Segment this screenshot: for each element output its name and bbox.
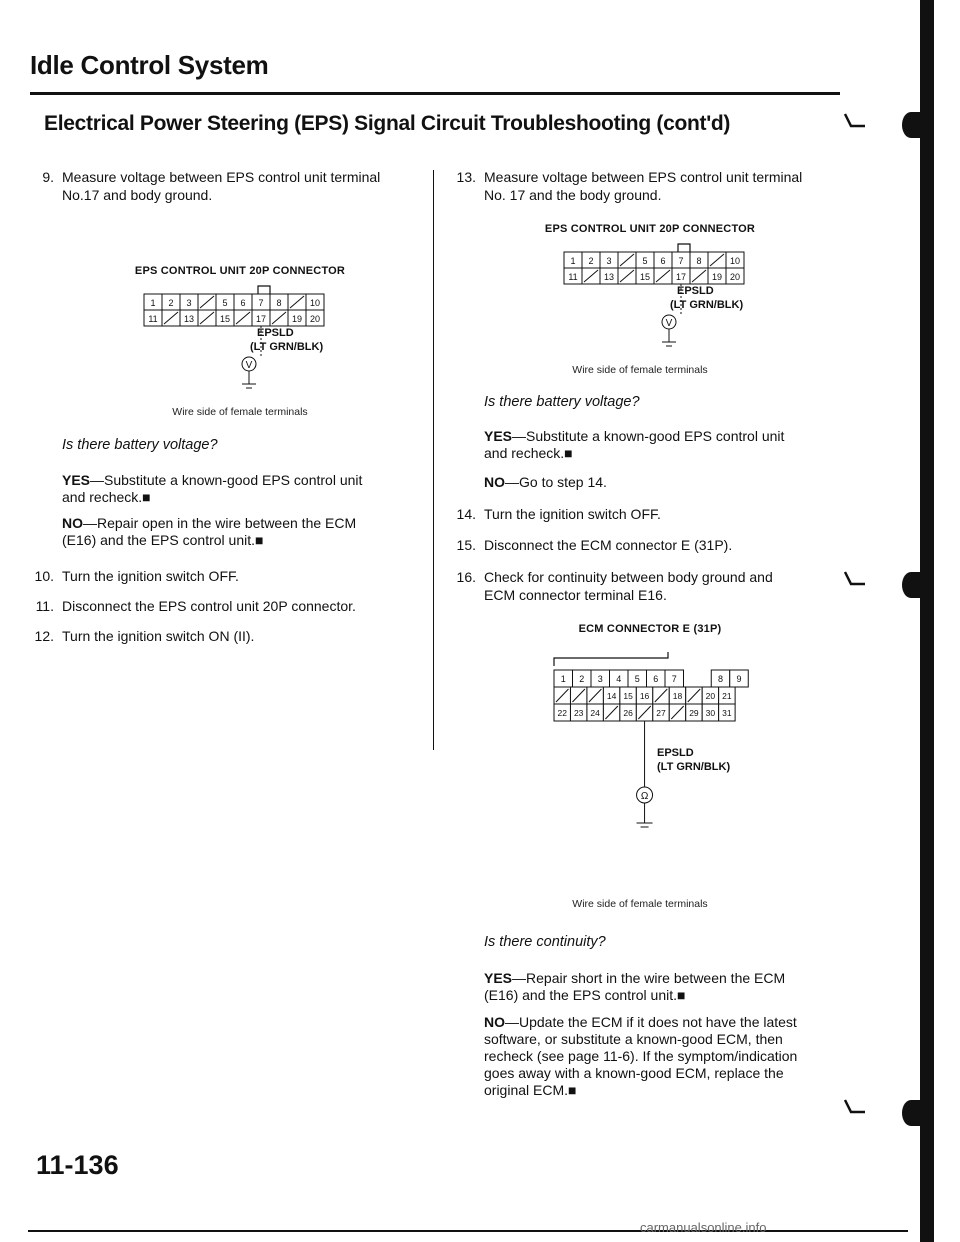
question: Is there continuity? <box>484 934 606 950</box>
terminal-label: 27 <box>656 708 666 718</box>
terminal-label: 31 <box>722 708 732 718</box>
terminal-label: 5 <box>634 674 640 684</box>
terminal-label: 5 <box>222 298 228 308</box>
terminal-label: 30 <box>705 708 716 718</box>
terminal-label: 23 <box>573 708 584 718</box>
corner-tick-icon <box>843 570 867 590</box>
watermark: carmanualsonline.info <box>640 1220 767 1235</box>
section-title: Idle Control System <box>30 50 269 80</box>
yes-answer: YES—Repair short in the wire between the ECM (E16) and the EPS control unit.■ <box>484 970 786 1003</box>
question: Is there battery voltage? <box>484 394 640 410</box>
connector-key <box>258 286 270 294</box>
terminal-label: 13 <box>603 272 615 282</box>
terminal-label: 11 <box>148 314 158 324</box>
bottom-rule <box>28 1230 908 1232</box>
terminal-label: 21 <box>722 691 732 701</box>
voltmeter-symbol: V <box>665 318 673 329</box>
voltmeter-symbol: V <box>245 360 253 371</box>
wire-label: EPSLD <box>677 285 714 297</box>
yes-answer: YES—Substitute a known-good EPS control unit and recheck.■ <box>62 472 363 505</box>
terminal-label: 3 <box>597 674 603 684</box>
terminal-label: 13 <box>183 314 195 324</box>
wire-color-label: (LT GRN/BLK) <box>670 299 744 311</box>
wire-color-label: (LT GRN/BLK) <box>657 761 731 773</box>
terminal-label: 8 <box>276 298 282 308</box>
tab-marker <box>902 572 920 598</box>
terminal-label: 22 <box>557 708 567 718</box>
column-divider <box>433 170 434 750</box>
wire-color-label: (LT GRN/BLK) <box>250 341 324 353</box>
terminal-label: 8 <box>717 674 724 684</box>
binding-bar <box>920 0 934 1242</box>
wire-label: EPSLD <box>257 327 294 339</box>
connector-caption: Wire side of female terminals <box>572 364 708 376</box>
terminal-label: 20 <box>729 272 741 282</box>
terminal-label: 20 <box>309 314 321 324</box>
terminal-label: 24 <box>590 708 600 718</box>
terminal-label: 7 <box>671 674 677 684</box>
connector-key <box>678 244 690 252</box>
terminal-label: 10 <box>729 256 741 266</box>
question: Is there battery voltage? <box>62 437 218 453</box>
terminal-label: 15 <box>623 691 633 701</box>
terminal-label: 29 <box>689 708 699 718</box>
corner-tick-icon <box>843 1098 867 1118</box>
connector-key <box>554 652 668 666</box>
ecm-connector-caption: Wire side of female terminals <box>572 898 708 910</box>
terminal-label: 17 <box>255 314 267 324</box>
title-rule <box>30 92 840 95</box>
terminal-label: 15 <box>219 314 231 324</box>
connector-caption: Wire side of female terminals <box>172 406 308 418</box>
binding-margin <box>934 0 960 1242</box>
ecm-connector-title: ECM CONNECTOR E (31P) <box>578 623 722 635</box>
terminal-label: 6 <box>653 674 659 684</box>
terminal-label: 19 <box>291 314 303 324</box>
terminal-label: 15 <box>639 272 651 282</box>
terminal-label: 2 <box>168 298 174 308</box>
terminal-label: 4 <box>616 674 622 684</box>
corner-tick-icon <box>843 112 867 132</box>
terminal-label: 16 <box>639 691 650 701</box>
terminal-label: 1 <box>560 674 566 684</box>
terminal-label: 6 <box>240 298 246 308</box>
terminal-label: 17 <box>675 272 687 282</box>
terminal-label: 20 <box>705 691 716 701</box>
terminal-label: 2 <box>579 674 585 684</box>
page-number: 11-136 <box>36 1150 119 1180</box>
terminal-label: 3 <box>606 256 612 266</box>
terminal-label: 26 <box>623 708 633 718</box>
tab-marker <box>902 112 920 138</box>
ohmmeter-symbol: Ω <box>640 791 649 802</box>
terminal-label: 3 <box>186 298 192 308</box>
terminal-label: 5 <box>642 256 648 266</box>
terminal-label: 9 <box>736 674 742 684</box>
step-9-text: Measure voltage between EPS control unit terminal No.17 and body ground. <box>62 169 381 203</box>
terminal-label: 2 <box>588 256 594 266</box>
tab-marker <box>902 1100 920 1126</box>
no-answer: NO—Repair open in the wire between the ECM (E16) and the EPS control unit.■ <box>62 515 357 548</box>
terminal-label: 11 <box>568 272 578 282</box>
terminal-label: 7 <box>678 256 684 266</box>
connector-title: EPS CONTROL UNIT 20P CONNECTOR <box>134 265 346 277</box>
terminal-label: 1 <box>150 298 156 308</box>
terminal-label: 8 <box>696 256 702 266</box>
yes-answer: YES—Substitute a known-good EPS control unit and recheck.■ <box>484 428 785 461</box>
terminal-label: 19 <box>711 272 723 282</box>
terminal-label: 18 <box>672 691 683 701</box>
terminal-label: 1 <box>570 256 576 266</box>
no-answer: NO—Go to step 14. <box>484 474 607 490</box>
terminal-label: 10 <box>309 298 321 308</box>
terminal-label: 7 <box>258 298 264 308</box>
no-answer: NO—Update the ECM if it does not have the latest software, or substitute a known-good ECM, then recheck (see page 11-6). If the symptom/indication goes away with a known-good ECM, replace the original ECM.■ <box>484 1014 798 1098</box>
terminal-label: 6 <box>660 256 666 266</box>
wire-label: EPSLD <box>657 747 694 759</box>
terminal-label: 14 <box>606 691 617 701</box>
connector-title: EPS CONTROL UNIT 20P CONNECTOR <box>544 223 756 235</box>
page-subtitle: Electrical Power Steering (EPS) Signal Circuit Troubleshooting (cont'd) <box>44 112 731 135</box>
